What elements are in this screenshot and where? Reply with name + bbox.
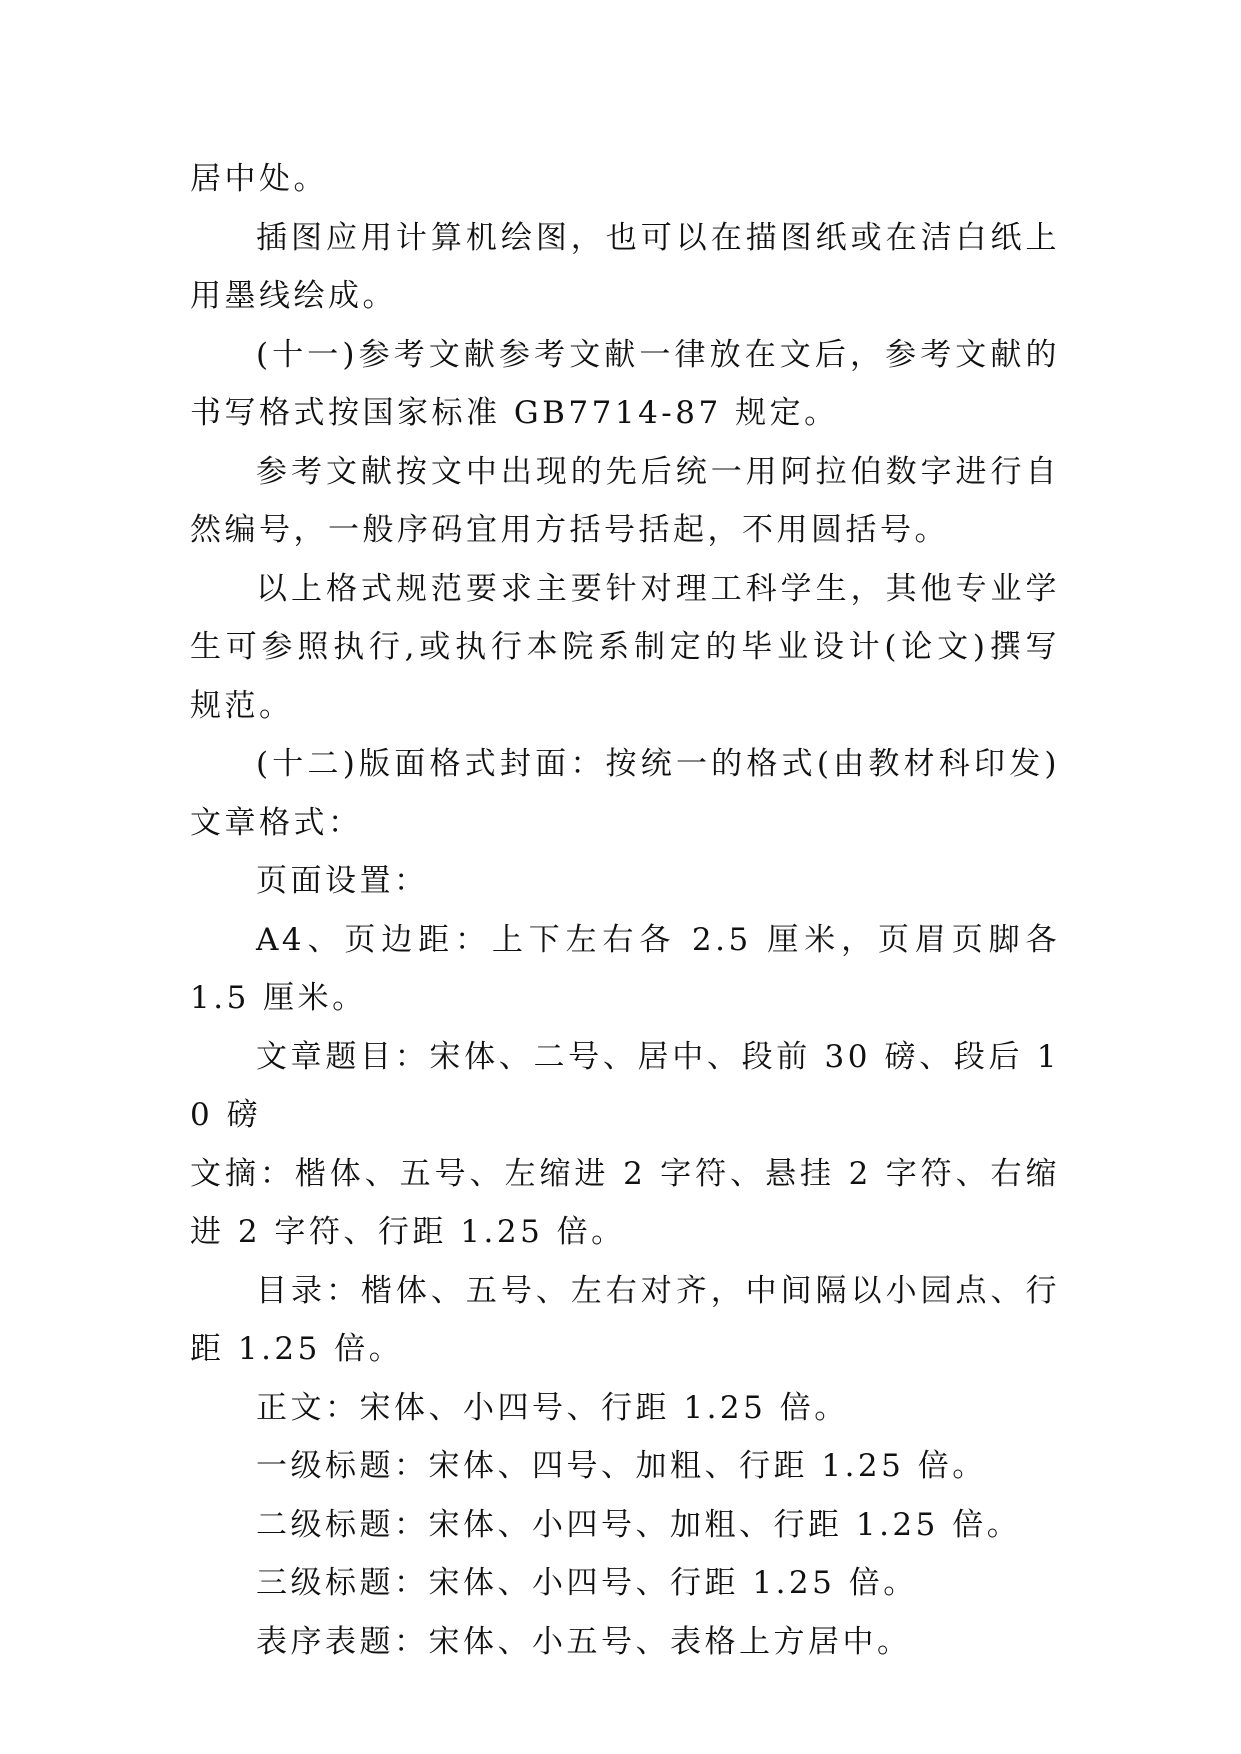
paragraph-references-rule: (十一)参考文献参考文献一律放在文后，参考文献的书写格式按国家标准 GB7714-87 规定。 <box>190 336 1060 431</box>
paragraph-scope-note: 以上格式规范要求主要针对理工科学生，其他专业学生可参照执行,或执行本院系制定的毕业设计(论文)撰写规范。 <box>190 570 1060 724</box>
paragraph-margins: A4、页边距：上下左右各 2.5 厘米，页眉页脚各 1.5 厘米。 <box>190 921 1060 1016</box>
paragraph-article-title-format: 文章题目：宋体、二号、居中、段前 30 磅、段后 10 磅 <box>190 1038 1060 1133</box>
paragraph-page-setup: 页面设置： <box>256 863 429 899</box>
paragraph-abstract-format: 文摘：楷体、五号、左缩进 2 字符、悬挂 2 字符、右缩进 2 字符、行距 1.25 倍。 <box>190 1155 1060 1250</box>
paragraph-figure-drawing: 插图应用计算机绘图，也可以在描图纸或在洁白纸上用墨线绘成。 <box>190 219 1060 314</box>
paragraph-heading1-format: 一级标题：宋体、四号、加粗、行距 1.25 倍。 <box>256 1448 987 1484</box>
paragraph-table-caption-format: 表序表题：宋体、小五号、表格上方居中。 <box>256 1623 912 1660</box>
paragraph-figure-position: 居中处。 <box>190 161 328 197</box>
paragraph-heading3-format: 三级标题：宋体、小四号、行距 1.25 倍。 <box>256 1565 918 1601</box>
paragraph-references-numbering: 参考文献按文中出现的先后统一用阿拉伯数字进行自然编号，一般序码宜用方括号括起，不用圆括号。 <box>190 453 1060 548</box>
paragraph-toc-format: 目录：楷体、五号、左右对齐，中间隔以小园点、行距 1.25 倍。 <box>190 1272 1060 1367</box>
paragraph-layout-format: (十二)版面格式封面：按统一的格式(由教材科印发)文章格式： <box>190 746 1060 841</box>
paragraph-body-format: 正文：宋体、小四号、行距 1.25 倍。 <box>256 1389 849 1426</box>
paragraph-heading2-format: 二级标题：宋体、小四号、加粗、行距 1.25 倍。 <box>256 1506 1022 1543</box>
body-text <box>190 150 1060 1671</box>
